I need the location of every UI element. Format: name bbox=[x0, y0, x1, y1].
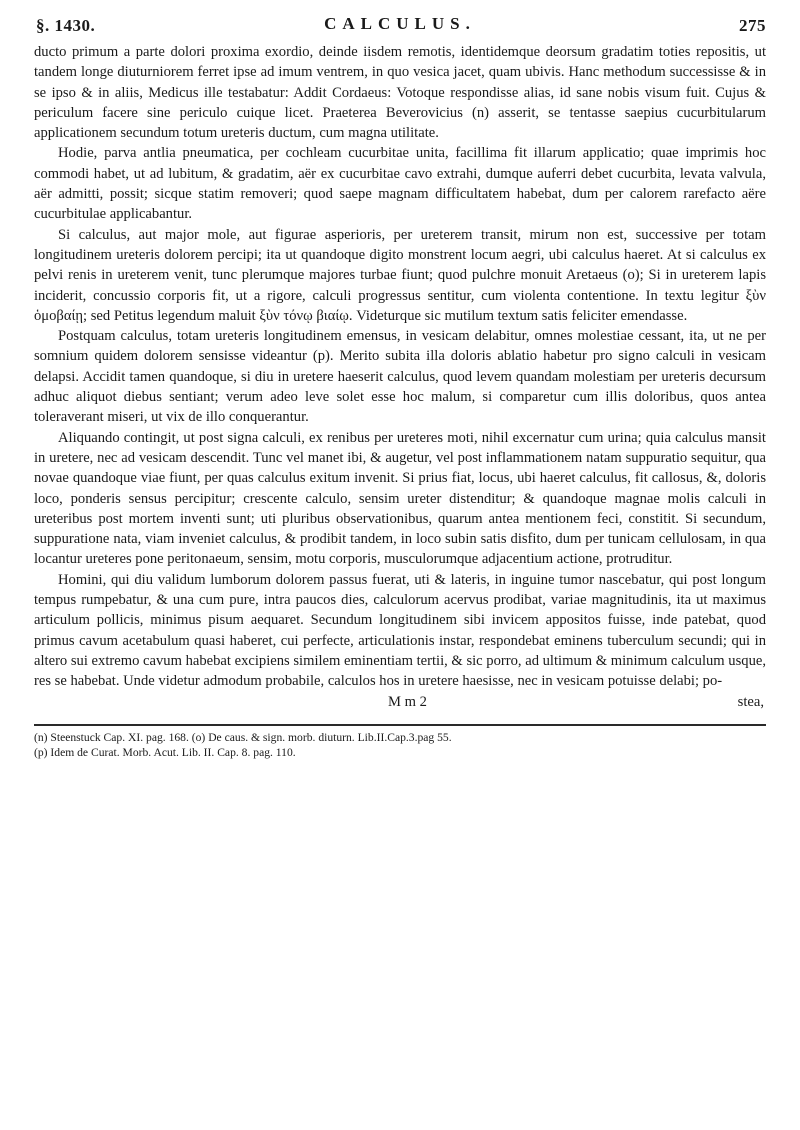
paragraph: Homini, qui diu validum lumborum dolorem passus fuerat, uti & lateris, in inguine tumor nascebatur, qui post longum tempus rumpebatur, & una cum pure, intra paucos dies, calculorum acervus prodibat, variae magnitudinis, ita ut maximus articulum pollicis, minimus pisum aequaret. Secundum longitudinem sibi invicem appositos fuisse, inde patebat, quod primus cavum acetabulum quasi haberet, cui perfecte, articulationis instar, respondebat eminens tuberculum secundi; qui in altero sui extremo cavum habebat excipiens similem eminentiam tertii, & sic porro, ad ultimum & minimum calculum usque, res se habebat. Unde videtur admodum probabile, calculos hos in uretere haesisse, nec in vesicam potuisse delabi; po- bbox=[34, 571, 766, 690]
body-text bbox=[28, 42, 772, 692]
footnote: (p) Idem de Curat. Morb. Acut. Lib. II. Cap. 8. pag. 110. bbox=[34, 745, 296, 759]
running-title: CALCULUS. bbox=[324, 14, 476, 33]
footnote: (n) Steenstuck Cap. XI. pag. 168. (o) De caus. & sign. morb. diuturn. Lib.II.Cap.3.pag 55. bbox=[34, 730, 452, 744]
paragraph: ducto primum a parte dolori proxima exordio, deinde iisdem remotis, identidemque deorsum gradatim toties repositis, ut tandem longe diuturniorem ferret ipse ad imum ventrem, in quo vesica jacet, quam ubivis. Hanc methodum successisse & in se ipso & in aliis, Medicus ille testabatur: Addit Cordaeus: Votoque respondisse alias, id sane nobis visum fuit. Cujus & periculum facere sine periculo cuique licet. Praeterea Beverovicius (n) asserit, se tentasse saepius cucurbitularum applicationem secundum totum ureteris ductum, cum magna utilitate. bbox=[34, 44, 766, 142]
section-number: §. 1430. bbox=[36, 16, 96, 35]
footnote-divider bbox=[34, 724, 766, 726]
paragraph: Si calculus, aut major mole, aut figurae asperioris, per ureterem transit, mirum non est, successive per totam longitudinem ureteris dolorem percipi; ita ut quandoque digito monstrent locum aegri, ubi calculus haeret. At si calculus ex pelvi renis in ureterem venit, tunc plerumque majores turbae fiunt; quod pulchre monuit Aretaeus (o); Si in ureterem lapis inciderit, concussio corporis fit, ut a rigore, calculi progressus sentitur, cum violenta contentione. In textu legitur ξὺν ὁμοβαίῃ; sed Petitus legendum maluit ξὺν τόνῳ βιαίῳ. Videturque sic mutilum textum satis feliciter emendasse. bbox=[34, 226, 766, 324]
running-header bbox=[28, 8, 772, 42]
signature-mark: M m 2 bbox=[388, 693, 427, 710]
catchword: stea, bbox=[737, 693, 764, 710]
book-page bbox=[28, 0, 772, 1130]
footnotes bbox=[28, 730, 772, 760]
page-number: 275 bbox=[739, 16, 766, 35]
paragraph: Postquam calculus, totam ureteris longitudinem emensus, in vesicam delabitur, omnes molestiae cessant, ita, ut ne per somnium quidem dolorem sensisse videantur (p). Merito subita illa doloris ablatio habetur pro signo calculi in vesicam delapsi. Accidit tamen quandoque, si diu in uretere haeserit calculus, quod levem quandam molestiam per ureteris decursum adhuc aliquot diebus sentiant; verum adeo leve solet esse hoc malum, si comparetur cum illis doloribus, quos antea toleraverant miseri, ut vix de illo conquerantur. bbox=[34, 328, 766, 426]
paragraph: Hodie, parva antlia pneumatica, per cochleam cucurbitae unita, facillima fit illarum applicatio; quae imprimis hoc commodi habet, ut ad lubitum, & gradatim, aër ex cucurbitae cavo extrahi, dumque auferri debet cucurbita, levata valvula, aër admitti, possit; sicque statim removeri; quod saepe magnam difficultatem habebat, dum per calorem rarefacto aëre cucurbitulae applicabantur. bbox=[34, 145, 766, 223]
paragraph: Aliquando contingit, ut post signa calculi, ex renibus per ureteres moti, nihil excernatur cum urina; quia calculus mansit in uretere, nec ad vesicam descendit. Tunc vel manet ibi, & augetur, vel post inflammationem natam suppuratio sequitur, qua novae quandoque viae fiunt, per quas calculus exitum invenit. Si prius fiat, locus, ubi haeret calculus, fit callosus, &, doloris loco, ponderis sensus percipitur; crescente calculo, sensim ureter distenditur; & quandoque magnae molis calculi in ureteribus post mortem inventi sunt; uti pluribus observationibus, quarum antea mentionem feci, constitit. Si secundum, suppuratione nata, viam inveniet calculus, & prodibit tandem, in loco subin satis disfito, dum per tunicam cellulosam, in qua locantur ureteres pone peritonaeum, sensim, motu corporis, musculorumque adjacentium actione, protruditur. bbox=[34, 429, 766, 568]
page-foot-line bbox=[28, 692, 772, 714]
